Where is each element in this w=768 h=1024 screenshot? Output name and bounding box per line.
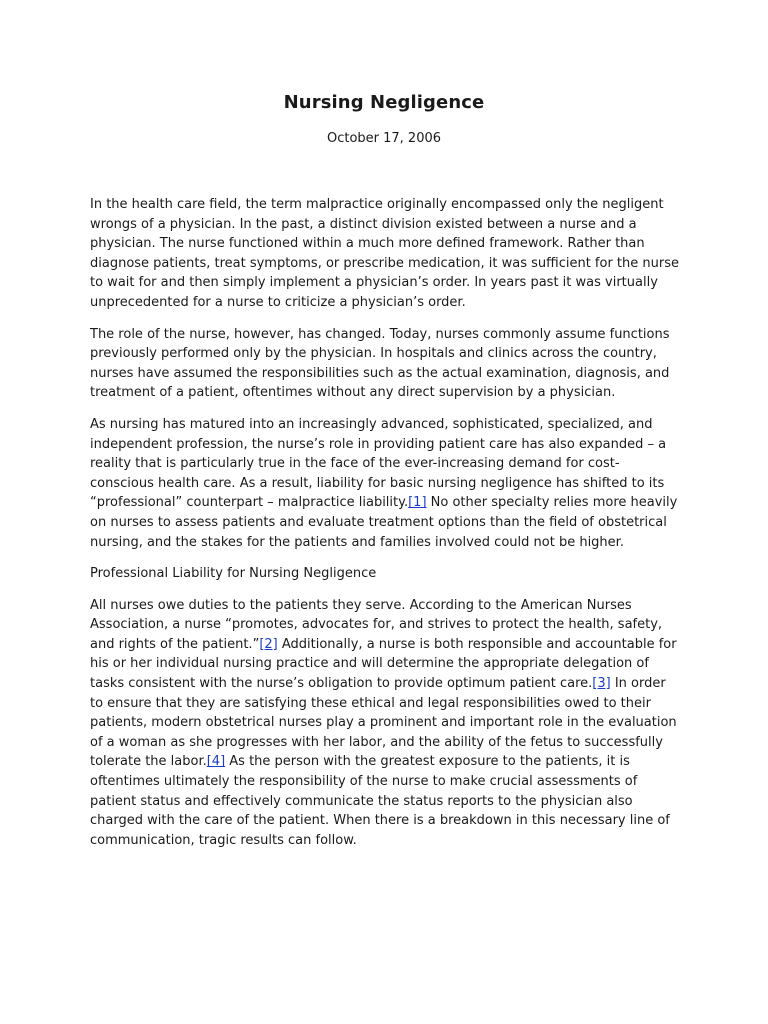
- paragraph-4: [90, 596, 680, 851]
- paragraph-1: In the health care field, the term malpractice originally encompassed only the negligent wrongs of a physician. In the past, a distinct division existed between a nurse and a physician. The nurse functioned within a much more defined framework. Rather than diagnose patients, treat symptoms, or prescribe medication, it was sufficient for the nurse to wait for and then simply implement a physician’s order. In years past it was virtually unprecedented for a nurse to criticize a physician’s order.: [90, 197, 679, 310]
- paragraph-3: [90, 415, 680, 552]
- paragraph-3-text-2: No other specialty relies more heavily on nurses to assess patients and evaluate treatment options than the field of obstetrical nursing, and the stakes for the patients and families involved could not be higher.: [90, 495, 678, 550]
- footnote-link-1[interactable]: [1]: [408, 495, 427, 511]
- paragraph-4-text-4: As the person with the greatest exposure to the patients, it is oftentimes ultimately the responsibility of the nurse to make crucial assessments of patient status and effectively communicate the status reports to the physician also charged with the care of the patient. When there is a breakdown in this necessary line of communication, tragic results can follow.: [90, 754, 670, 848]
- document-title: Nursing Negligence: [283, 92, 485, 113]
- paragraph-4-text-2: Additionally, a nurse is both responsible and accountable for his or her individual nursing practice and will determine the appropriate delegation of tasks consistent with the nurse’s obligation to provide optimum patient care.: [90, 636, 677, 692]
- paragraph-4-text-3: In order to ensure that they are satisfying these ethical and legal responsibilities owed to their patients, modern obstetrical nurses play a prominent and important role in the evaluation of a woman as she progresses with her labor, and the ability of the fetus to successfully tolerate the labor.: [90, 676, 677, 770]
- footnote-link-4[interactable]: [4]: [206, 754, 226, 770]
- footnote-link-2[interactable]: [2]: [259, 636, 278, 652]
- section-heading: Professional Liability for Nursing Negligence: [90, 566, 377, 582]
- paragraph-2: The role of the nurse, however, has changed. Today, nurses commonly assume functions previously performed only by the physician. In hospitals and clinics across the country, nurses have assumed the responsibilities such as the actual examination, diagnosis, and treatment of a patient, oftentimes without any direct supervision by a physician.: [90, 326, 670, 401]
- footnote-link-3[interactable]: [3]: [592, 676, 611, 692]
- paragraph-4-text-1: All nurses owe duties to the patients they serve. According to the American Nurses Association, a nurse “promotes, advocates for, and strives to protect the health, safety, and rights of the patient.”: [90, 597, 663, 652]
- paragraph-3-text-1: As nursing has matured into an increasingly advanced, sophisticated, specialized, and independent profession, the nurse’s role in providing patient care has also expanded – a reality that is particularly true in the face of the ever-increasing demand for cost-conscious health care. As a result, liability for basic nursing negligence has shifted to its “professional” counterpart – malpractice liability.: [90, 416, 667, 511]
- document-body: [90, 195, 680, 862]
- document-date: October 17, 2006: [326, 131, 442, 146]
